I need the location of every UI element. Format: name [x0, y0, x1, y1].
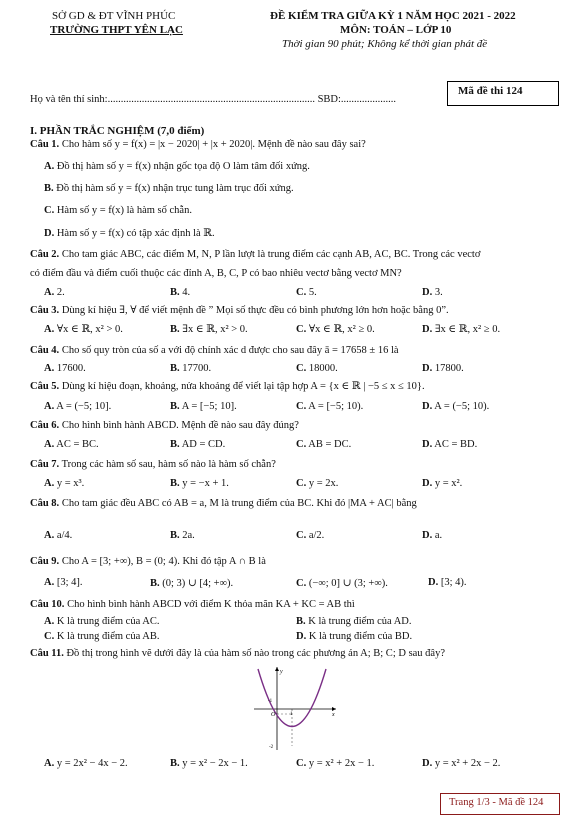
- graph-tick-neg1: -1: [268, 699, 273, 704]
- question-7: Câu 7. Trong các hàm số sau, hàm số nào là hàm số chẵn?: [30, 459, 276, 470]
- q1-option-d[interactable]: D. Hàm số y = f(x) có tập xác định là ℝ.: [44, 228, 215, 239]
- q1-option-c[interactable]: C. Hàm số y = f(x) là hàm số chẵn.: [44, 205, 192, 216]
- q6-option-b[interactable]: B. AD = CD.: [170, 439, 226, 450]
- q3-option-c[interactable]: C. ∀x ∈ ℝ, x² ≥ 0.: [296, 324, 375, 335]
- exam-time: Thời gian 90 phút; Không kể thời gian phát đề: [282, 38, 488, 50]
- q9-option-d[interactable]: D. [3; 4).: [428, 577, 467, 588]
- q5-option-c[interactable]: C. A = [−5; 10).: [296, 401, 364, 412]
- q10-option-b[interactable]: B. K là trung điểm của AD.: [296, 616, 412, 627]
- q7-option-a[interactable]: A. y = x³.: [44, 478, 85, 489]
- q6-option-a[interactable]: A. AC = BC.: [44, 439, 99, 450]
- q11-option-b[interactable]: B. y = x² − 2x − 1.: [170, 758, 248, 769]
- q3-option-a[interactable]: A. ∀x ∈ ℝ, x² > 0.: [44, 324, 123, 335]
- question-3: Câu 3. Dùng kí hiệu ∃, ∀ để viết mệnh đề ” Mọi số thực đều có bình phương lớn hơn hoặc bằng 0”.: [30, 305, 449, 316]
- q10-option-d[interactable]: D. K là trung điểm của BD.: [296, 631, 413, 642]
- q9-option-a[interactable]: A. [3; 4].: [44, 577, 83, 588]
- question-5: Câu 5. Dùng kí hiệu đoạn, khoảng, nửa khoảng để viết lại tập hợp A = {x ∈ ℝ | −5 ≤ x ≤ 10}.: [30, 381, 425, 392]
- student-info-line: Họ và tên thí sinh:............................................................................... SBD:.....................: [30, 94, 397, 105]
- q5-option-a[interactable]: A. A = (−5; 10].: [44, 401, 112, 412]
- school-name: TRƯỜNG THPT YÊN LẠC: [50, 24, 183, 36]
- q8-option-d[interactable]: D. a.: [422, 530, 443, 541]
- q3-option-d[interactable]: D. ∃x ∈ ℝ, x² ≥ 0.: [422, 324, 501, 335]
- q6-option-d[interactable]: D. AC = BD.: [422, 439, 478, 450]
- question-4: Câu 4. Cho số quy tròn của số a với độ chính xác d được cho sau đây ā = 17658 ± 16 là: [30, 345, 399, 356]
- q11-option-d[interactable]: D. y = x² + 2x − 2.: [422, 758, 501, 769]
- dept-name: SỞ GD & ĐT VĨNH PHÚC: [52, 10, 176, 22]
- q5-option-d[interactable]: D. A = (−5; 10).: [422, 401, 490, 412]
- q3-option-b[interactable]: B. ∃x ∈ ℝ, x² > 0.: [170, 324, 248, 335]
- q4-option-b[interactable]: B. 17700.: [170, 363, 212, 374]
- exam-code: Mã đề thi 124: [458, 85, 523, 97]
- graph-label-y: y: [280, 669, 283, 675]
- question-2: Câu 2. Cho tam giác ABC, các điểm M, N, P lần lượt là trung điểm các cạnh AB, AC, BC. Trong các vectơ: [30, 249, 481, 260]
- question-2-cont: có điểm đầu và điểm cuối thuộc các đỉnh A, B, C, P có bao nhiêu vectơ bằng vectơ MN?: [30, 268, 402, 279]
- q2-option-c[interactable]: C. 5.: [296, 287, 317, 298]
- exam-title: ĐỀ KIỂM TRA GIỮA KỲ 1 NĂM HỌC 2021 - 2022: [270, 10, 516, 22]
- question-1: Câu 1. Cho hàm số y = f(x) = |x − 2020| + |x + 2020|. Mệnh đề nào sau đây sai?: [30, 139, 366, 150]
- q10-option-c[interactable]: C. K là trung điểm của AB.: [44, 631, 160, 642]
- q7-option-c[interactable]: C. y = 2x.: [296, 478, 339, 489]
- q9-option-b[interactable]: B. (0; 3) ∪ [4; +∞).: [150, 578, 234, 589]
- q1-option-a[interactable]: A. Đồ thị hàm số y = f(x) nhận gốc tọa độ O làm tâm đối xứng.: [44, 161, 310, 172]
- graph-label-x: x: [332, 712, 335, 718]
- q8-option-a[interactable]: A. a/4.: [44, 530, 73, 541]
- subject: MÔN: TOÁN – LỚP 10: [340, 24, 452, 36]
- graph-label-origin: O: [271, 712, 276, 718]
- q8-option-b[interactable]: B. 2a.: [170, 530, 195, 541]
- q8-option-c[interactable]: C. a/2.: [296, 530, 325, 541]
- question-11: Câu 11. Đồ thị trong hình vẽ dưới đây là của hàm số nào trong các phương án A; B; C; D sau đây?: [30, 648, 446, 659]
- q2-option-d[interactable]: D. 3.: [422, 287, 443, 298]
- question-9: Câu 9. Cho A = [3; +∞), B = (0; 4). Khi đó tập A ∩ B là: [30, 556, 266, 567]
- graph-y-arrow: [275, 667, 279, 671]
- question-6: Câu 6. Cho hình bình hành ABCD. Mệnh đề nào sau đây đúng?: [30, 420, 299, 431]
- graph-tick-1: 1: [290, 712, 293, 717]
- section-title: I. PHẦN TRẮC NGHIỆM (7,0 điểm): [30, 125, 205, 137]
- q9-option-c[interactable]: C. (−∞; 0] ∪ (3; +∞).: [296, 578, 388, 589]
- page-footer-box: [440, 793, 560, 815]
- graph-tick-neg2: -2: [269, 745, 274, 750]
- graph-x-arrow: [332, 707, 336, 711]
- q2-option-a[interactable]: A. 2.: [44, 287, 65, 298]
- q4-option-d[interactable]: D. 17800.: [422, 363, 464, 374]
- q7-option-d[interactable]: D. y = x².: [422, 478, 463, 489]
- parabola-graph: [250, 664, 340, 752]
- q10-option-a[interactable]: A. K là trung điểm của AC.: [44, 616, 160, 627]
- question-8: Câu 8. Cho tam giác đều ABC có AB = a, M là trung điểm của BC. Khi đó |MA + AC| bằng: [30, 498, 417, 509]
- q11-option-c[interactable]: C. y = x² + 2x − 1.: [296, 758, 375, 769]
- q11-option-a[interactable]: A. y = 2x² − 4x − 2.: [44, 758, 128, 769]
- page-footer: Trang 1/3 - Mã đề 124: [449, 797, 544, 808]
- q4-option-a[interactable]: A. 17600.: [44, 363, 86, 374]
- q4-option-c[interactable]: C. 18000.: [296, 363, 338, 374]
- q7-option-b[interactable]: B. y = −x + 1.: [170, 478, 229, 489]
- q5-option-b[interactable]: B. A = [−5; 10].: [170, 401, 237, 412]
- question-10: Câu 10. Cho hình bình hành ABCD với điểm K thỏa mãn KA + KC = AB thì: [30, 599, 355, 610]
- exam-code-box: [447, 81, 559, 106]
- q2-option-b[interactable]: B. 4.: [170, 287, 191, 298]
- q6-option-c[interactable]: C. AB = DC.: [296, 439, 352, 450]
- q1-option-b[interactable]: B. Đồ thị hàm số y = f(x) nhận trục tung làm trục đối xứng.: [44, 183, 294, 194]
